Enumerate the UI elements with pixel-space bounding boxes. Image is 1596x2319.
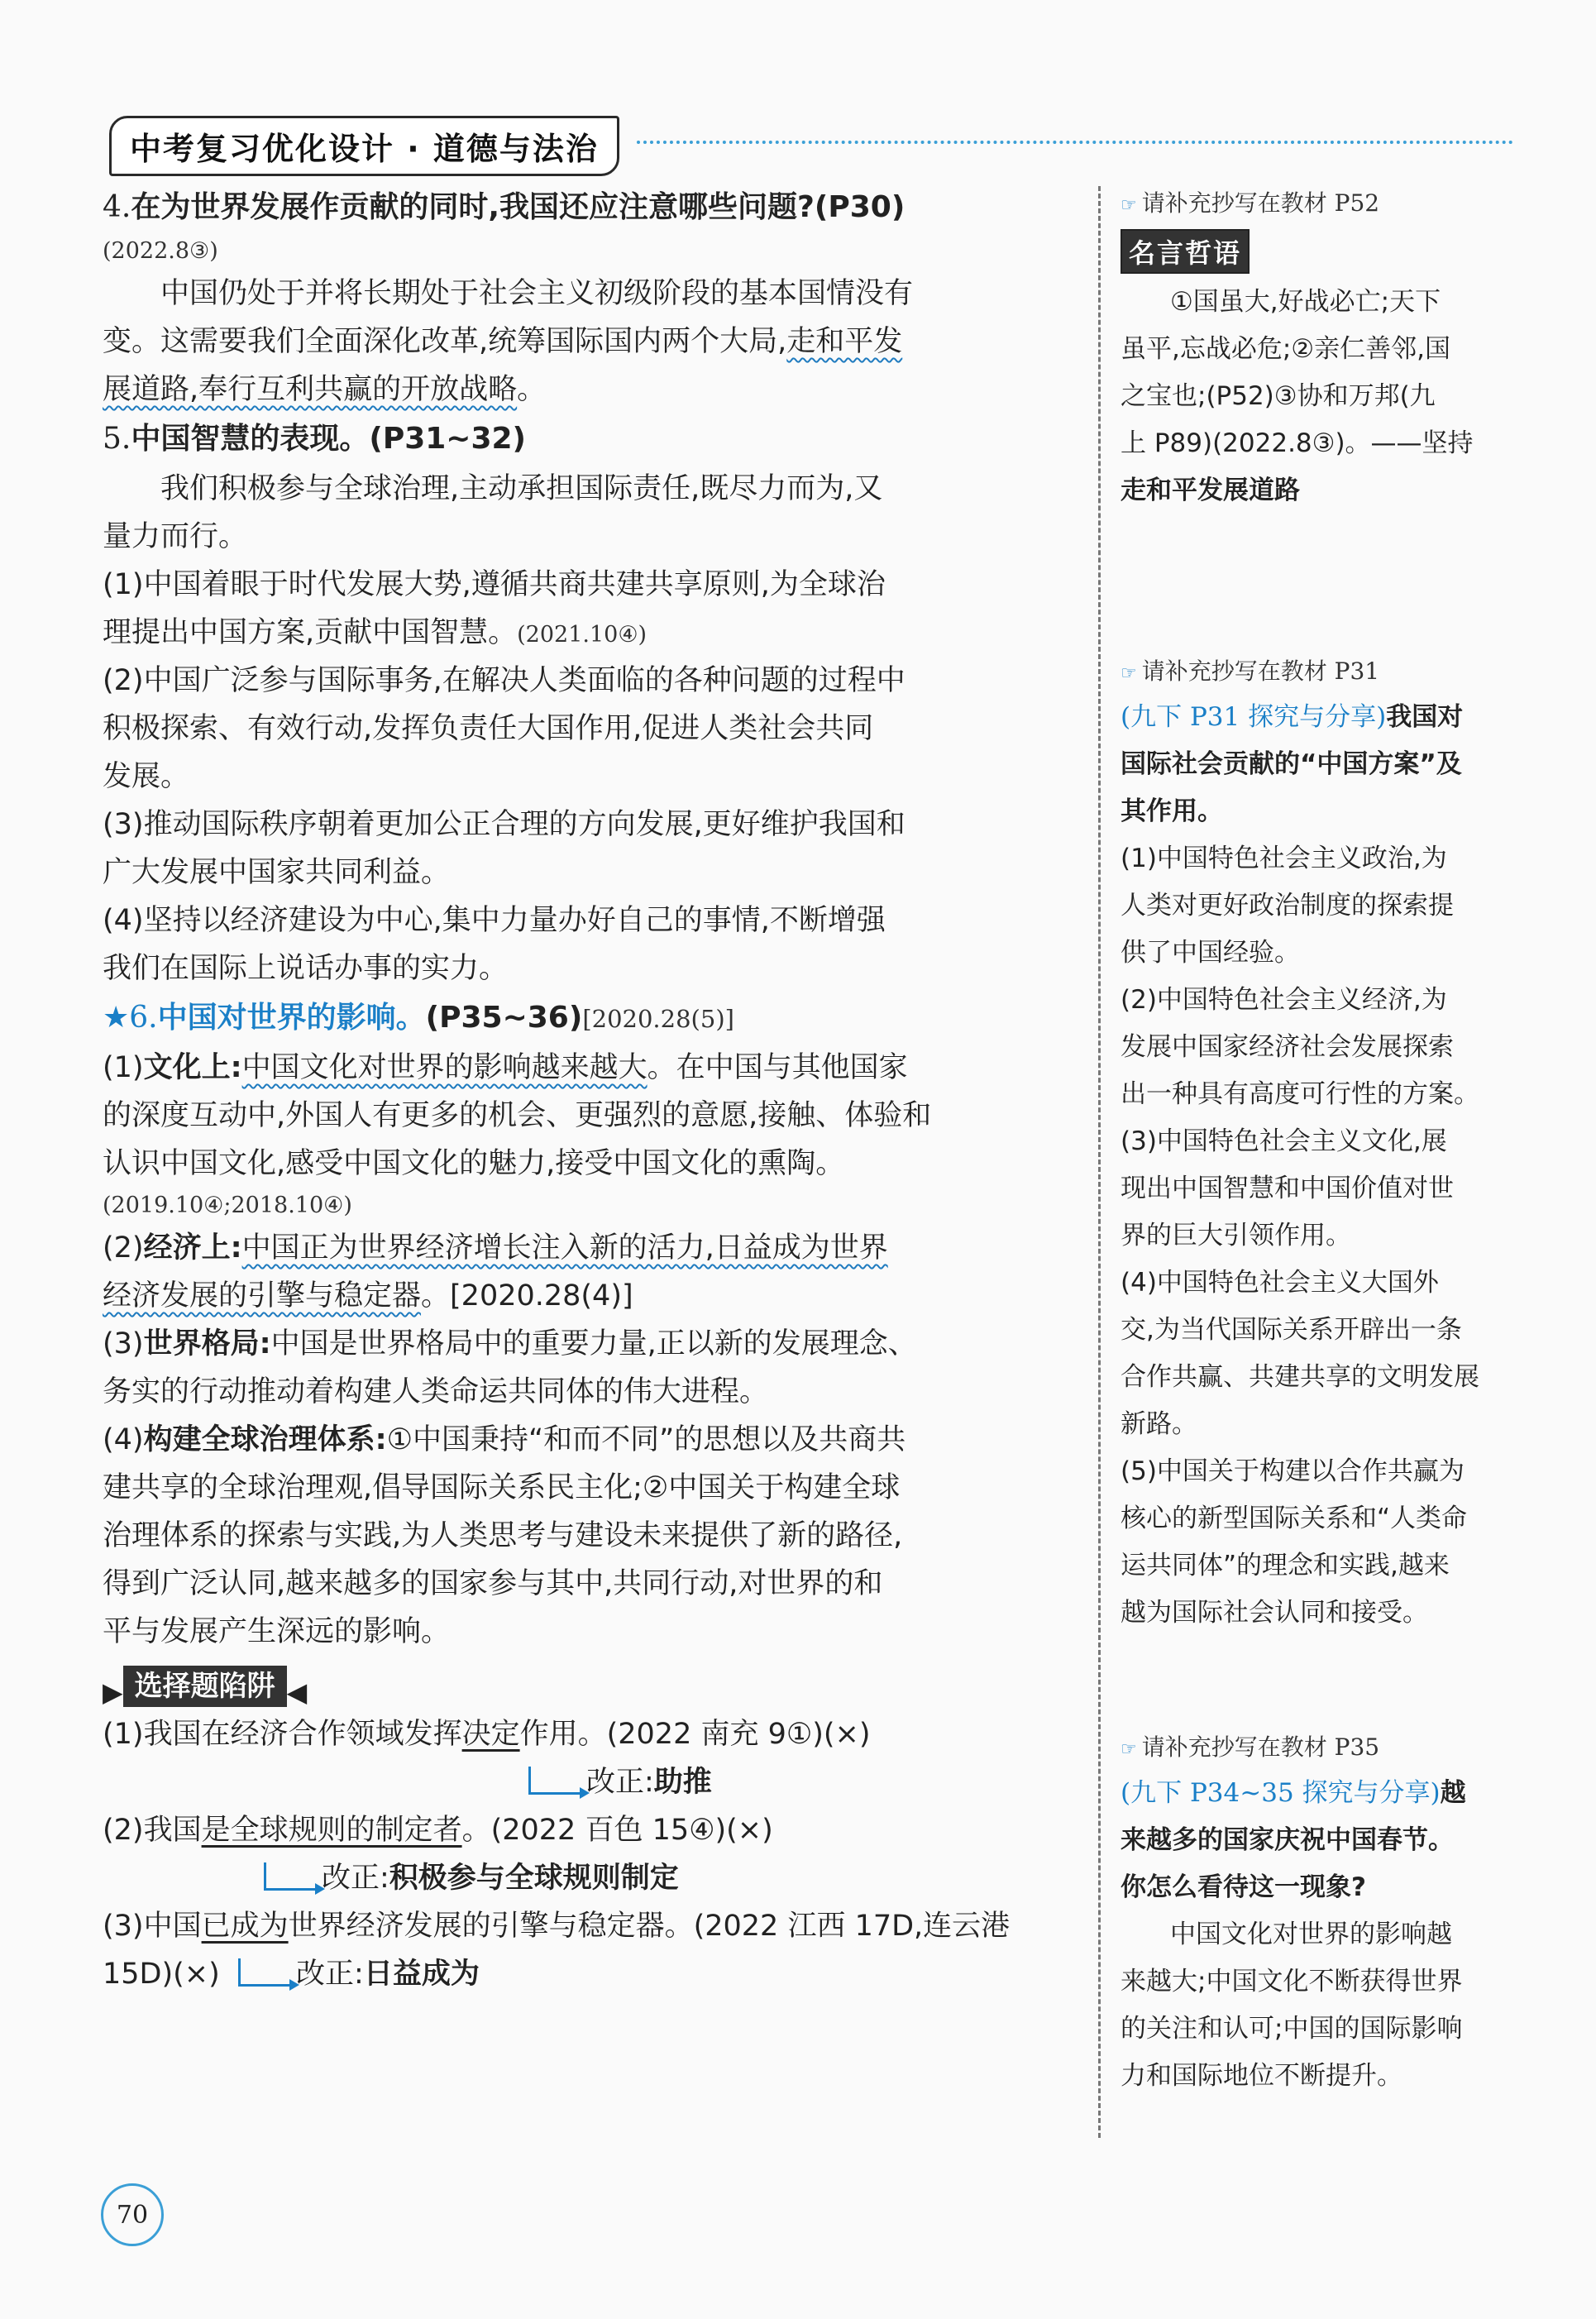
side-answer-b3: 的关注和认可;中国的国际影响 bbox=[1121, 2014, 1463, 2044]
side-q3-line-2: 来越多的国家庆祝中国春节。 bbox=[1121, 1825, 1454, 1855]
side-hint-3: ☞ 请补充抄写在教材 P35 bbox=[1121, 1733, 1380, 1761]
side-answer-b2: 来越大;中国文化不断获得世界 bbox=[1121, 1967, 1463, 1996]
pointing-hand-icon: ☞ bbox=[1121, 1739, 1137, 1760]
q5-line-1: 我们积极参与全球治理,主动承担国际责任,既尽力而为,又 bbox=[160, 472, 883, 505]
side-quote-line-4: 上 P89)(2022.8③)。——坚持 bbox=[1121, 428, 1474, 458]
side-answer-4b: 交,为当代国际关系开辟出一条 bbox=[1121, 1315, 1462, 1345]
correction-arrow-icon bbox=[528, 1767, 581, 1795]
side-quote-line-5: 走和平发展道路 bbox=[1121, 476, 1300, 505]
q6-item-3b: 务实的行动推动着构建人类命运共同体的伟大进程。 bbox=[103, 1375, 769, 1408]
q4-line-2: 变。这需要我们全面深化改革,统筹国际国内两个大局,走和平发 bbox=[103, 325, 903, 358]
side-answer-b1: 中国文化对世界的影响越 bbox=[1170, 1920, 1452, 1949]
q5-item-2a: (2)中国广泛参与国际事务,在解决人类面临的各种问题的过程中 bbox=[103, 664, 906, 697]
side-spacer-2 bbox=[1121, 1637, 1517, 1728]
trap-section-title: 选择题陷阱 bbox=[123, 1666, 287, 1707]
trap-item-1-fix: 改正:助推 bbox=[103, 1758, 1087, 1806]
side-q2-line-1: (九下 P31 探究与分享)我国对 bbox=[1121, 702, 1464, 732]
trap-item-2-fix: 改正:积极参与全球规则制定 bbox=[103, 1854, 1087, 1902]
question-5-title: 5.中国智慧的表现。(P31~32) bbox=[103, 422, 527, 456]
side-answer-5b: 核心的新型国际关系和“人类命 bbox=[1121, 1504, 1468, 1533]
side-answer-3a: (3)中国特色社会主义文化,展 bbox=[1121, 1126, 1447, 1156]
q4-line-3: 展道路,奉行互利共赢的开放战略。 bbox=[103, 373, 547, 406]
column-divider bbox=[1098, 186, 1101, 2138]
side-hint-1: ☞ 请补充抄写在教材 P52 bbox=[1121, 189, 1380, 217]
pointing-hand-icon: ☞ bbox=[1121, 663, 1137, 684]
side-answer-2b: 发展中国家经济社会发展探索 bbox=[1121, 1032, 1454, 1062]
q6-item-2b: 经济发展的引擎与稳定器。[2020.28(4)] bbox=[103, 1279, 633, 1313]
side-q3-line-3: 你怎么看待这一现象? bbox=[1121, 1872, 1366, 1902]
side-answer-1b: 人类对更好政治制度的探索提 bbox=[1121, 891, 1454, 920]
q5-item-2b: 积极探索、有效行动,发挥负责任大国作用,促进人类社会共同 bbox=[103, 712, 874, 745]
correction-arrow-icon bbox=[238, 1958, 291, 1987]
triangle-right-icon: ▶ bbox=[103, 1676, 123, 1708]
side-answer-4c: 合作共赢、共建共享的文明发展 bbox=[1121, 1362, 1479, 1392]
side-answer-4d: 新路。 bbox=[1121, 1409, 1197, 1439]
side-quote-line-3: 之宝也;(P52)③协和万邦(九 bbox=[1121, 381, 1436, 411]
q6-item-4e: 平与发展产生深远的影响。 bbox=[103, 1615, 451, 1648]
header-dotted-rule bbox=[637, 141, 1513, 144]
q5-item-3a: (3)推动国际秩序朝着更加公正合理的方向发展,更好维护我国和 bbox=[103, 808, 906, 841]
trap-item-2: (2)我国是全球规则的制定者。(2022 百色 15④)(×) bbox=[103, 1814, 773, 1847]
side-answer-5c: 运共同体”的理念和实践,越来 bbox=[1121, 1551, 1450, 1580]
q5-item-2c: 发展。 bbox=[103, 760, 190, 793]
q6-item-1c: 认识中国文化,感受中国文化的魅力,接受中国文化的熏陶。 bbox=[103, 1147, 845, 1180]
main-column bbox=[103, 182, 1087, 1998]
side-answer-1c: 供了中国经验。 bbox=[1121, 938, 1300, 968]
q5-line-2: 量力而行。 bbox=[103, 520, 248, 553]
triangle-left-icon: ◀ bbox=[286, 1676, 308, 1708]
side-quote-line-1: ①国虽大,好战必亡;天下 bbox=[1170, 287, 1441, 317]
q5-item-1b: 理提出中国方案,贡献中国智慧。(2021.10④) bbox=[103, 616, 647, 649]
q5-item-1a: (1)中国着眼于时代发展大势,遵循共商共建共享原则,为全球治 bbox=[103, 568, 886, 601]
pointing-hand-icon: ☞ bbox=[1121, 195, 1137, 216]
q6-item-1-ref: (2019.10④;2018.10④) bbox=[103, 1193, 352, 1218]
quotes-badge: 名言哲语 bbox=[1121, 229, 1250, 274]
page-header-title: 中考复习优化设计 · 道德与法治 bbox=[109, 116, 619, 176]
question-4-title: 4.在为世界发展作贡献的同时,我国还应注意哪些问题?(P30) bbox=[103, 190, 906, 224]
q4-line-1: 中国仍处于并将长期处于社会主义初级阶段的基本国情没有 bbox=[160, 277, 914, 310]
side-column bbox=[1121, 184, 1517, 2100]
trap-section-header bbox=[103, 1661, 1087, 1710]
q6-item-2a: (2)经济上:中国正为世界经济增长注入新的活力,日益成为世界 bbox=[103, 1231, 888, 1265]
q5-item-4a: (4)坚持以经济建设为中心,集中力量办好自己的事情,不断增强 bbox=[103, 904, 886, 937]
side-q2-line-3: 其作用。 bbox=[1121, 796, 1223, 826]
q6-item-4d: 得到广泛认同,越来越多的国家参与其中,共同行动,对世界的和 bbox=[103, 1567, 883, 1600]
side-answer-5a: (5)中国关于构建以合作共赢为 bbox=[1121, 1456, 1465, 1486]
side-quote-line-2: 虽平,忘战必危;②亲仁善邻,国 bbox=[1121, 334, 1450, 364]
trap-item-3: (3)中国已成为世界经济发展的引擎与稳定器。(2022 江西 17D,连云港 bbox=[103, 1910, 1011, 1943]
trap-item-1: (1)我国在经济合作领域发挥决定作用。(2022 南充 9①)(×) bbox=[103, 1718, 871, 1751]
q6-item-4a: (4)构建全球治理体系:①中国秉持“和而不同”的思想以及共商共 bbox=[103, 1423, 906, 1456]
q6-item-1a: (1)文化上:中国文化对世界的影响越来越大。在中国与其他国家 bbox=[103, 1051, 908, 1084]
side-q2-line-2: 国际社会贡献的“中国方案”及 bbox=[1121, 749, 1462, 779]
q6-item-4b: 建共享的全球治理观,倡导国际关系民主化;②中国关于构建全球 bbox=[103, 1471, 901, 1504]
side-answer-5d: 越为国际社会认同和接受。 bbox=[1121, 1598, 1428, 1628]
side-answer-3c: 界的巨大引领作用。 bbox=[1121, 1221, 1351, 1250]
side-answer-3b: 现出中国智慧和中国价值对世 bbox=[1121, 1174, 1454, 1203]
q6-item-4c: 治理体系的探索与实践,为人类思考与建设未来提供了新的路径, bbox=[103, 1519, 903, 1552]
q6-item-3a: (3)世界格局:中国是世界格局中的重要力量,正以新的发展理念、 bbox=[103, 1327, 917, 1360]
correction-arrow-icon bbox=[264, 1862, 317, 1891]
q5-item-3b: 广大发展中国家共同利益。 bbox=[103, 856, 451, 889]
question-4-ref: (2022.8③) bbox=[103, 238, 218, 264]
side-answer-2a: (2)中国特色社会主义经济,为 bbox=[1121, 985, 1447, 1015]
side-answer-1a: (1)中国特色社会主义政治,为 bbox=[1121, 844, 1447, 873]
star-icon: ★ bbox=[103, 1001, 130, 1035]
side-spacer-1 bbox=[1121, 514, 1517, 652]
q5-item-4b: 我们在国际上说话办事的实力。 bbox=[103, 952, 509, 985]
side-answer-4a: (4)中国特色社会主义大国外 bbox=[1121, 1268, 1439, 1298]
trap-item-3-fix: 15D)(×) 改正:日益成为 bbox=[103, 1958, 480, 1991]
side-q3-line-1: (九下 P34~35 探究与分享)越 bbox=[1121, 1778, 1466, 1808]
q6-item-1b: 的深度互动中,外国人有更多的机会、更强烈的意愿,接触、体验和 bbox=[103, 1099, 932, 1132]
side-answer-b4: 力和国际地位不断提升。 bbox=[1121, 2061, 1402, 2091]
page-number: 70 bbox=[101, 2183, 164, 2246]
question-6-title: ★6.中国对世界的影响。(P35~36)[2020.28(5)] bbox=[103, 1001, 734, 1035]
side-answer-2c: 出一种具有高度可行性的方案。 bbox=[1121, 1079, 1479, 1109]
side-hint-2: ☞ 请补充抄写在教材 P31 bbox=[1121, 657, 1380, 685]
